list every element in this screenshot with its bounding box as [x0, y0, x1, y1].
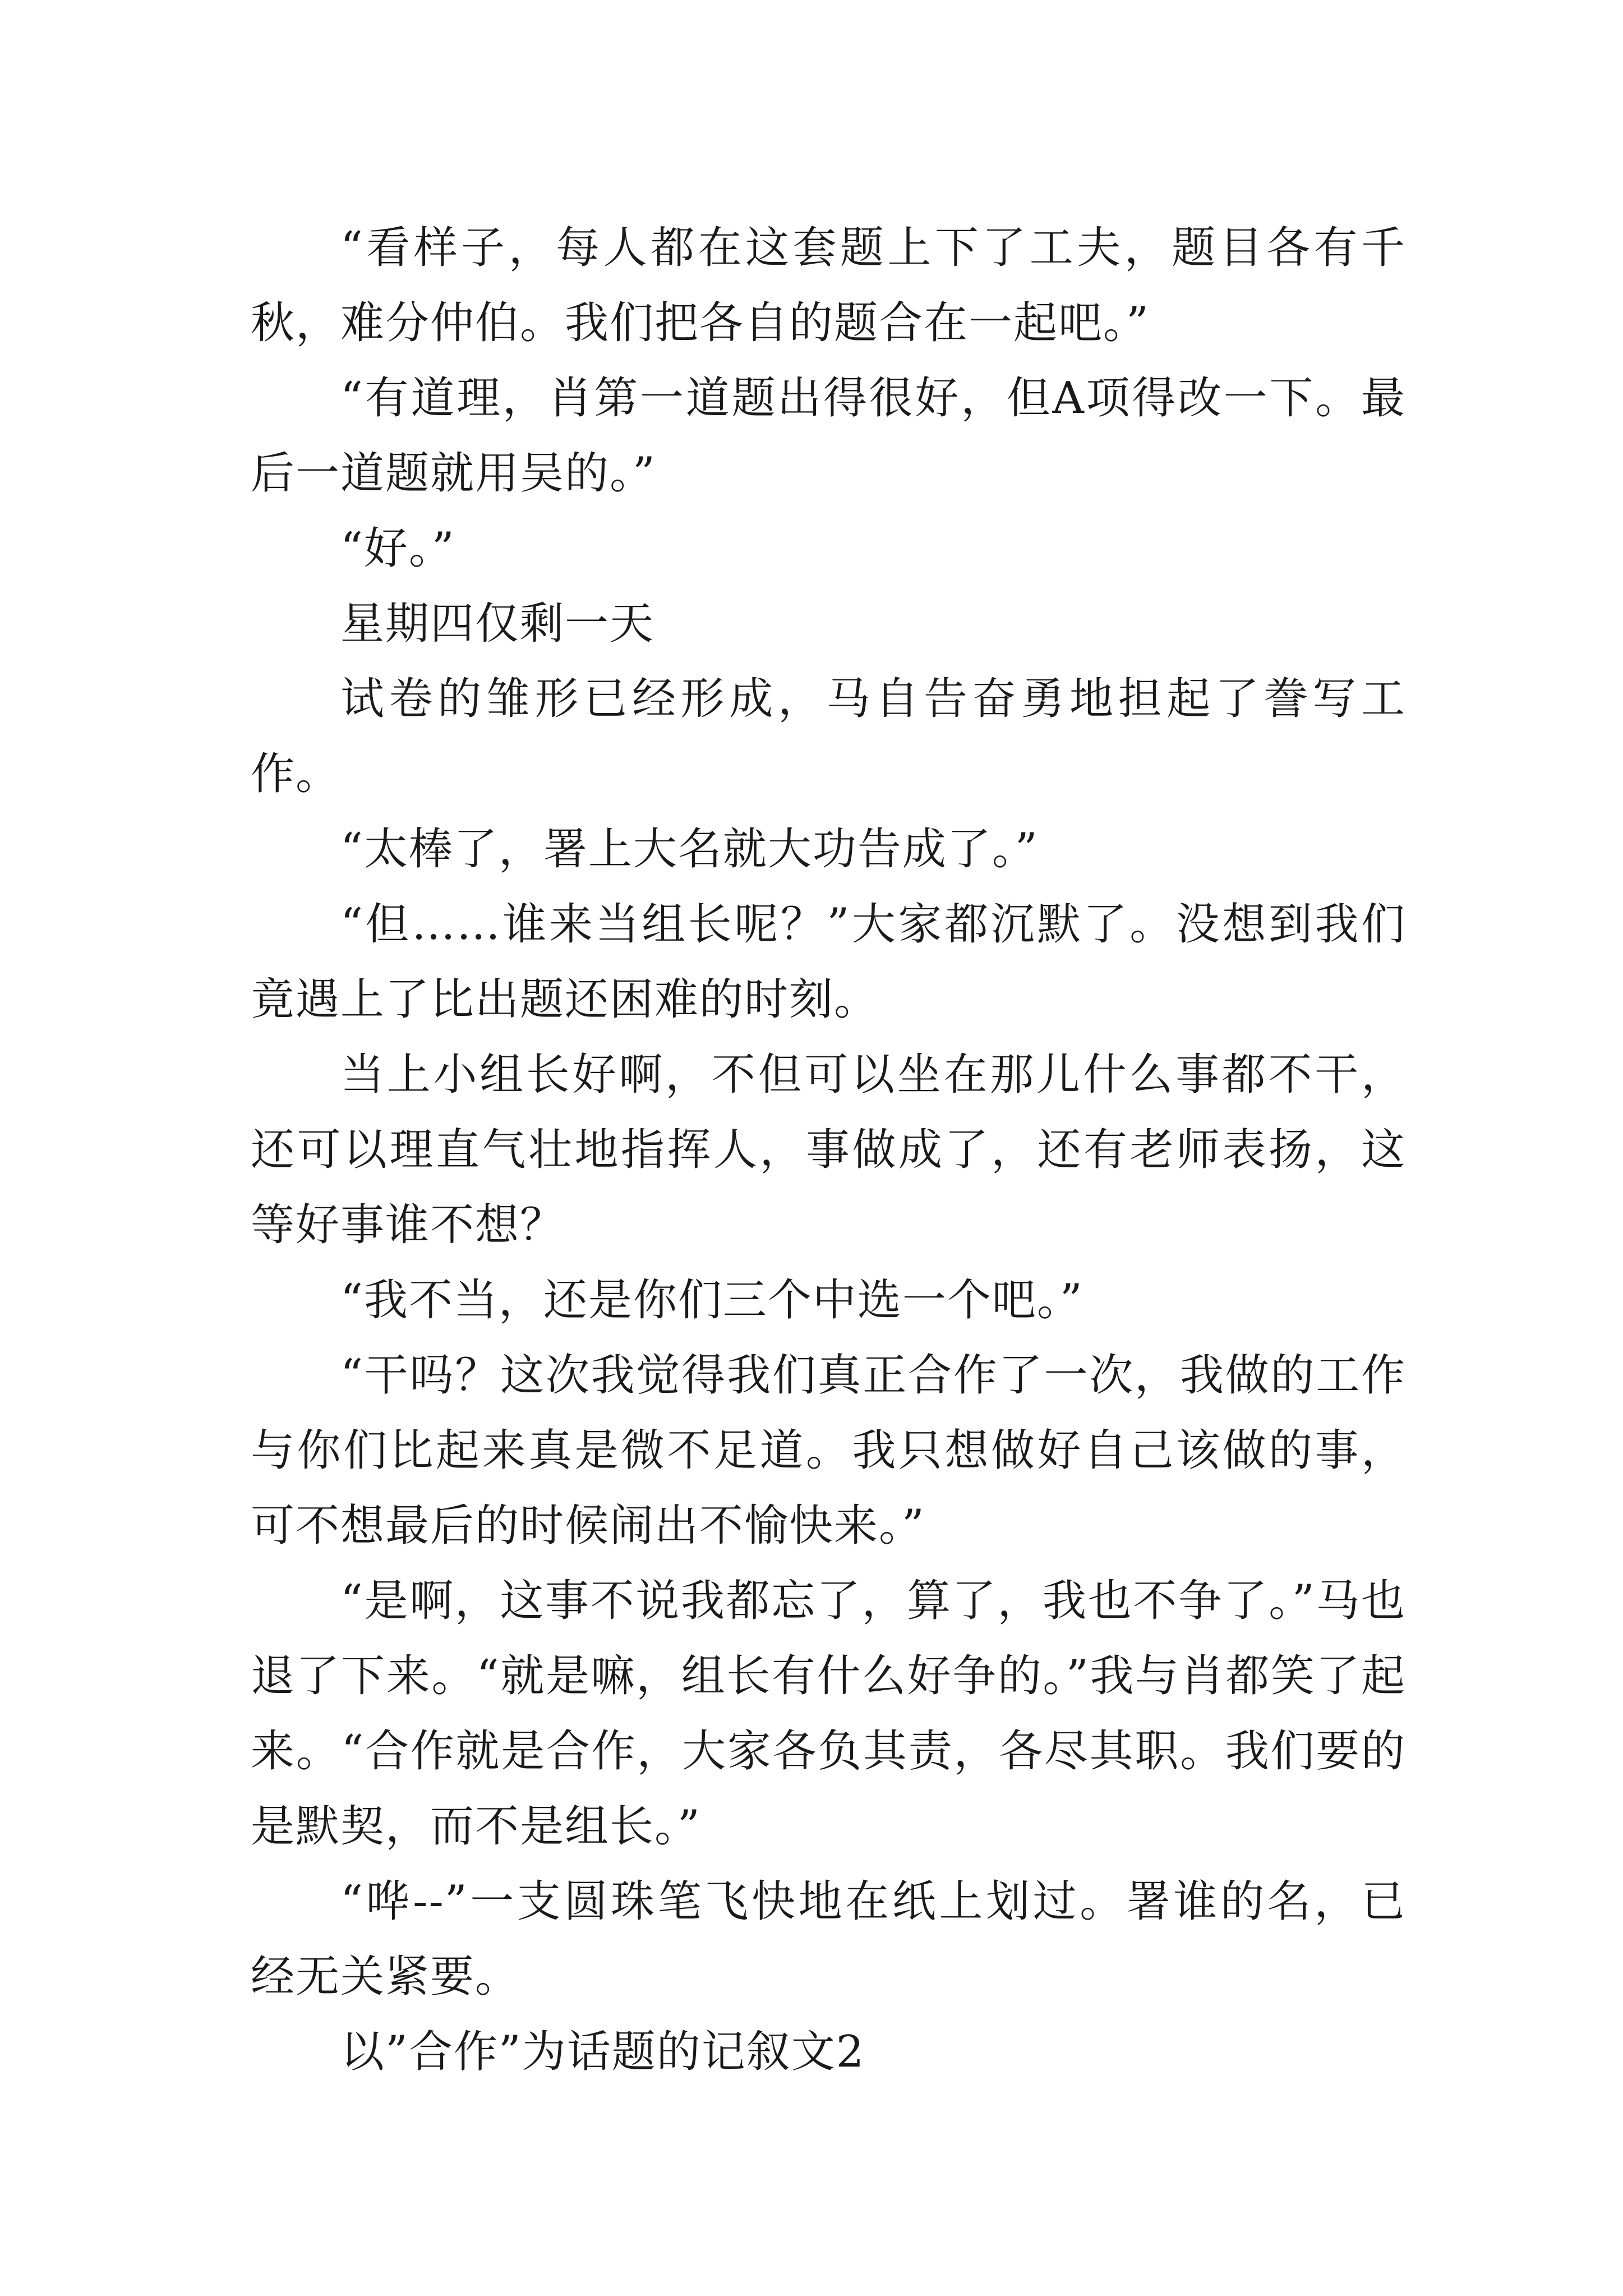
document-body [251, 210, 1406, 2090]
paragraph-8: 当上小组长好啊，不但可以坐在那儿什么事都不干，还可以理直气壮地指挥人，事做成了，还有老师表扬，这等好事谁不想？ [251, 1050, 1406, 1250]
paragraph-7: “但……谁来当组长呢？”大家都沉默了。没想到我们竟遇上了比出题还困难的时刻。 [251, 899, 1406, 1025]
paragraph-6: “太棒了，署上大名就大功告成了。” [340, 824, 1039, 875]
paragraph-3: “好。” [340, 523, 455, 574]
paragraph-1: “看样子，每人都在这套题上下了工夫，题目各有千秋，难分仲伯。我们把各自的题合在一起吧。” [251, 223, 1406, 348]
paragraph-12: “哗--”一支圆珠笔飞快地在纸上划过。署谁的名，已经无关紧要。 [251, 1876, 1406, 2002]
paragraph-13: 以”合作”为话题的记叙文2 [340, 2027, 865, 2077]
paragraph-11: “是啊，这事不说我都忘了，算了，我也不争了。”马也退了下来。“就是嘛，组长有什么好争的。”我与肖都笑了起来。“合作就是合作，大家各负其责，各尽其职。我们要的是默契，而不是组长。” [251, 1576, 1406, 1852]
paragraph-5: 试卷的雏形已经形成，马自告奋勇地担起了誊写工作。 [251, 674, 1406, 799]
paragraph-4: 星期四仅剩一天 [340, 599, 655, 649]
paragraph-9: “我不当，还是你们三个中选一个吧。” [340, 1275, 1083, 1326]
paragraph-2: “有道理，肖第一道题出得很好，但A项得改一下。最后一道题就用吴的。” [251, 373, 1406, 499]
paragraph-10: “干吗？这次我觉得我们真正合作了一次，我做的工作与你们比起来真是微不足道。我只想做好自己该做的事，可不想最后的时候闹出不愉快来。” [251, 1350, 1406, 1551]
